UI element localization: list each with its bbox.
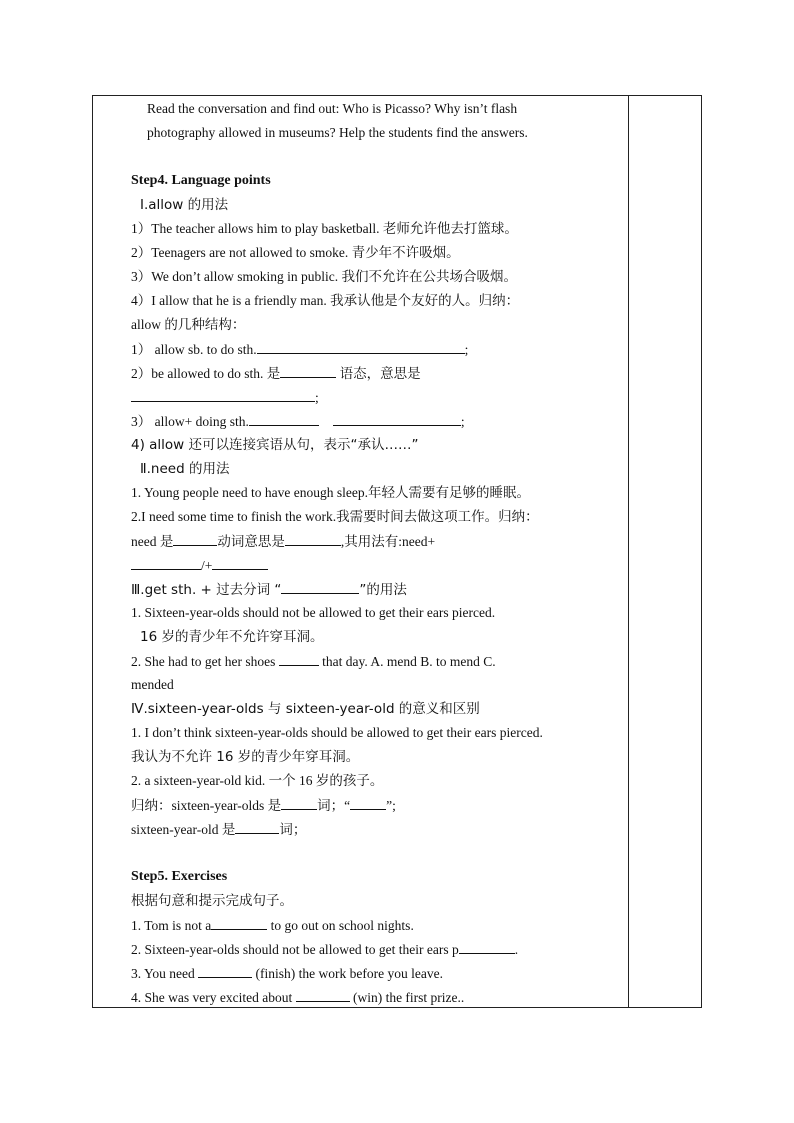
need-summary-cont: [131, 556, 268, 575]
blank-allow-structure-3a[interactable]: [249, 412, 319, 426]
need-summary-c: ,其用法有:need+: [340, 534, 436, 549]
get-section-title: [131, 580, 407, 599]
exercise-2-a: 2. Sixteen-year-olds should not be allowed to get their ears p: [131, 942, 459, 957]
blank-shoes[interactable]: [279, 652, 319, 666]
blank-get-structure[interactable]: [281, 580, 359, 594]
allow-structure-1: [131, 340, 468, 359]
exercise-4-a: 4. She was very excited about: [131, 990, 293, 1005]
step4-heading: Step4. Language points: [131, 173, 271, 188]
blank-need-verb-type[interactable]: [173, 532, 217, 546]
allow-example-2: 2）Teenagers are not allowed to smoke. 青少年不许吸烟。: [131, 245, 460, 260]
get-example-2-option-c: mended: [131, 677, 174, 692]
need-summary-b: 动词意思是: [217, 534, 285, 549]
exercise-1-a: 1. Tom is not a: [131, 918, 212, 933]
exercise-2-b: .: [514, 942, 519, 957]
blank-need-meaning[interactable]: [285, 532, 341, 546]
exercise-1: [131, 916, 414, 935]
blank-olds-meaning[interactable]: [350, 796, 386, 810]
get-example-1-zh: 16 岁的青少年不允许穿耳洞。: [140, 629, 324, 645]
blank-old-word-type[interactable]: [235, 820, 279, 834]
semicolon: ;: [460, 414, 465, 429]
exercise-3-b: (finish) the work before you leave.: [252, 966, 443, 981]
sixteen-section-title: Ⅳ.sixteen-year-olds 与 sixteen-year-old 的意义和区别: [131, 701, 480, 717]
allow-structure-3-text: 3） allow+ doing sth.: [131, 414, 249, 429]
allow-section-title: Ⅰ.allow 的用法: [140, 197, 229, 213]
need-summary: [131, 532, 435, 551]
allow-structure-4: 4) allow 还可以连接宾语从句，表示“承认……”: [131, 437, 419, 453]
allow-structure-3: [131, 412, 465, 431]
table-column-divider: [628, 95, 629, 1008]
allow-example-3: 3）We don’t allow smoking in public. 我们不允许在公共场合吸烟。: [131, 269, 518, 284]
sixteen-summary-1-a: 归纳：sixteen-year-olds 是: [131, 798, 282, 813]
semicolon: ;: [464, 342, 469, 357]
sixteen-summary-1-c: ”;: [386, 798, 396, 813]
step5-heading: Step5. Exercises: [131, 869, 228, 884]
exercise-1-b: to go out on school nights.: [267, 918, 414, 933]
get-example-1: 1. Sixteen-year-olds should not be allowed to get their ears pierced.: [131, 605, 496, 620]
blank-need-usage-2[interactable]: [212, 556, 268, 570]
get-title-a: Ⅲ.get sth. + 过去分词 “: [131, 582, 282, 598]
sixteen-summary-2: [131, 820, 306, 839]
allow-structure-2-cont: [131, 388, 319, 407]
blank-olds-word-type[interactable]: [281, 796, 317, 810]
get-example-2: [131, 652, 496, 671]
blank-allow-structure-3b[interactable]: [333, 412, 461, 426]
blank-exercise-3[interactable]: [198, 964, 252, 978]
intro-line-1: Read the conversation and find out: Who is Picasso? Why isn’t flash: [147, 101, 518, 116]
sixteen-summary-1-b: 词；“: [317, 798, 351, 813]
allow-summary: allow 的几种结构：: [131, 317, 246, 332]
blank-meaning[interactable]: [131, 388, 315, 402]
allow-example-1: 1）The teacher allows him to play basketball. 老师允许他去打篮球。: [131, 221, 518, 236]
allow-structure-2: [131, 364, 421, 383]
exercise-3-a: 3. You need: [131, 966, 195, 981]
blank-exercise-1[interactable]: [211, 916, 267, 930]
intro-line-2: photography allowed in museums? Help the students find the answers.: [147, 125, 528, 140]
get-title-b: ”的用法: [359, 582, 407, 598]
allow-structure-1-text: 1） allow sb. to do sth.: [131, 342, 257, 357]
blank-allow-structure-1[interactable]: [257, 340, 465, 354]
sixteen-summary-2-b: 词；: [279, 822, 307, 837]
exercise-4-b: (win) the first prize..: [349, 990, 465, 1005]
sixteen-example-1-zh: 我认为不允许 16 岁的青少年穿耳洞。: [131, 749, 360, 765]
need-summary-d: /+: [201, 558, 213, 573]
need-example-1: 1. Young people need to have enough sleep.年轻人需要有足够的睡眠。: [131, 485, 530, 500]
blank-exercise-2[interactable]: [459, 940, 515, 954]
blank-need-usage-1[interactable]: [131, 556, 201, 570]
sixteen-example-1: 1. I don’t think sixteen-year-olds should be allowed to get their ears pierced.: [131, 725, 543, 740]
need-section-title: Ⅱ.need 的用法: [140, 461, 230, 477]
sixteen-summary-2-a: sixteen-year-old 是: [131, 822, 236, 837]
blank-voice[interactable]: [280, 364, 336, 378]
exercise-3: [131, 964, 443, 983]
need-summary-a: need 是: [131, 534, 174, 549]
step5-instruction: 根据句意和提示完成句子。: [131, 893, 293, 909]
exercise-4: [131, 988, 464, 1007]
sixteen-example-2: 2. a sixteen-year-old kid. 一个 16 岁的孩子。: [131, 773, 384, 788]
blank-exercise-4[interactable]: [296, 988, 350, 1002]
get-example-2-a: 2. She had to get her shoes: [131, 654, 276, 669]
allow-structure-2-text: 2）be allowed to do sth. 是: [131, 366, 281, 381]
allow-example-4: 4）I allow that he is a friendly man. 我承认他是个友好的人。归纳：: [131, 293, 520, 308]
sixteen-summary-1: [131, 796, 396, 815]
get-example-2-b: that day. A. mend B. to mend C.: [318, 654, 496, 669]
need-example-2: 2.I need some time to finish the work.我需要时间去做这项工作。归纳：: [131, 509, 539, 524]
allow-structure-2-mid: 语态，意思是: [336, 366, 421, 381]
semicolon: ;: [315, 390, 319, 405]
exercise-2: [131, 940, 518, 959]
